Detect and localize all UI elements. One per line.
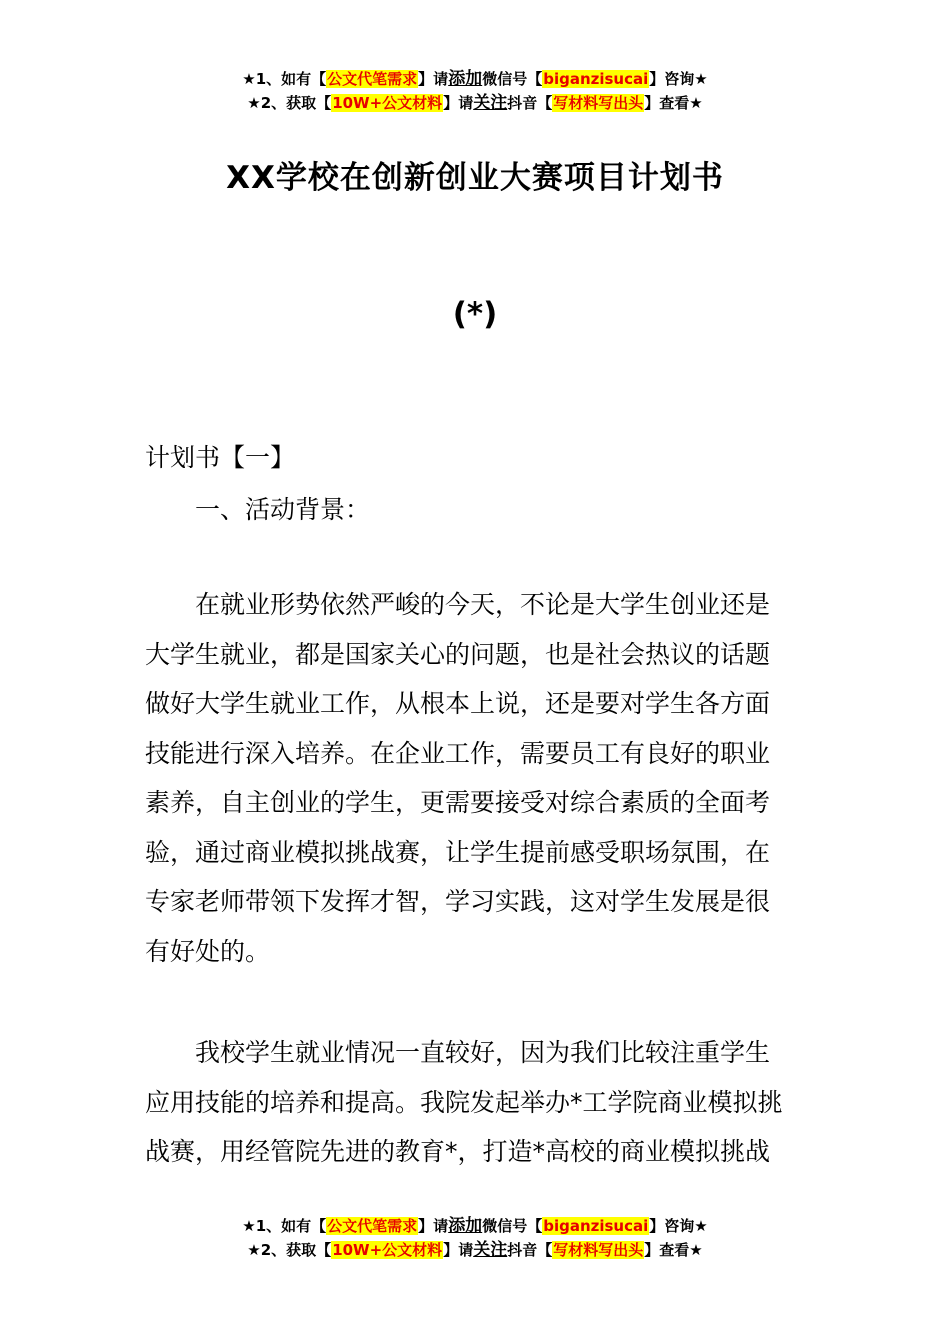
paragraph-line: 有好处的。 xyxy=(145,936,271,966)
promo-line-1 xyxy=(0,67,950,91)
document-subtitle: (*) xyxy=(452,296,498,332)
promo-text: 】查看★ xyxy=(644,94,703,112)
paragraph-line: 我校学生就业情况一直较好，因为我们比较注重学生 xyxy=(195,1038,771,1067)
promo-banner-top xyxy=(0,67,950,115)
promo-text: 抖音【 xyxy=(507,1241,553,1259)
paragraph-background xyxy=(145,580,805,976)
promo-text: 】请 xyxy=(418,1217,449,1235)
promo-text: 】查看★ xyxy=(644,1241,703,1259)
promo-line-2 xyxy=(0,91,950,115)
paragraph-line: 在就业形势依然严峻的今天，不论是大学生创业还是 xyxy=(195,590,771,619)
paragraph-line: 专家老师带领下发挥才智，学习实践，这对学生发展是很 xyxy=(145,887,771,916)
promo-highlight-materials: 10W+公文材料 xyxy=(332,1241,443,1259)
promo-emphasis: 关注 xyxy=(473,1240,508,1260)
promo-text: 】咨询★ xyxy=(649,70,708,88)
paragraph-line: 验，通过商业模拟挑战赛，让学生提前感受职场氛围，在 xyxy=(145,837,771,867)
promo-highlight-wechat-id: biganzisucai xyxy=(543,70,649,88)
promo-highlight-douyin-id: 写材料写出头 xyxy=(553,94,644,112)
paragraph-line: 大学生就业，都是国家关心的问题，也是社会热议的话题 xyxy=(145,639,771,669)
promo-text: ★1、如有【 xyxy=(242,1217,327,1235)
paragraph-school xyxy=(145,1028,805,1177)
section-label: 计划书【一】 xyxy=(145,443,296,472)
promo-emphasis: 添加 xyxy=(448,1216,483,1236)
paragraph-line: 素养，自主创业的学生，更需要接受对综合素质的全面考 xyxy=(145,788,771,817)
promo-text: 】咨询★ xyxy=(649,1217,708,1235)
promo-highlight-materials: 10W+公文材料 xyxy=(332,94,443,112)
promo-text: 微信号【 xyxy=(482,1217,543,1235)
promo-text: 】请 xyxy=(418,70,449,88)
promo-text: 】请 xyxy=(443,1241,474,1259)
promo-text: 抖音【 xyxy=(507,94,553,112)
paragraph-line: 战赛，用经管院先进的教育*，打造*高校的商业模拟挑战 xyxy=(145,1137,771,1166)
promo-line-2 xyxy=(0,1238,950,1262)
paragraph-line: 应用技能的培养和提高。我院发起举办*工学院商业模拟挑 xyxy=(145,1087,783,1117)
promo-text: ★2、获取【 xyxy=(247,94,332,112)
paragraph-line: 技能进行深入培养。在企业工作，需要员工有良好的职业 xyxy=(145,738,771,768)
promo-highlight-service: 公文代笔需求 xyxy=(327,1217,418,1235)
promo-line-1 xyxy=(0,1214,950,1238)
promo-highlight-douyin-id: 写材料写出头 xyxy=(553,1241,644,1259)
promo-highlight-wechat-id: biganzisucai xyxy=(543,1217,649,1235)
promo-banner-bottom xyxy=(0,1214,950,1262)
promo-text: 】请 xyxy=(443,94,474,112)
promo-text: 微信号【 xyxy=(482,70,543,88)
paragraph-line: 做好大学生就业工作，从根本上说，还是要对学生各方面 xyxy=(145,689,771,718)
document-title: XX学校在创新创业大赛项目计划书 xyxy=(226,160,724,196)
promo-emphasis: 关注 xyxy=(473,93,508,113)
promo-emphasis: 添加 xyxy=(448,69,483,89)
promo-highlight-service: 公文代笔需求 xyxy=(327,70,418,88)
promo-text: ★2、获取【 xyxy=(247,1241,332,1259)
promo-text: ★1、如有【 xyxy=(242,70,327,88)
section-heading: 一、活动背景： xyxy=(195,495,371,524)
